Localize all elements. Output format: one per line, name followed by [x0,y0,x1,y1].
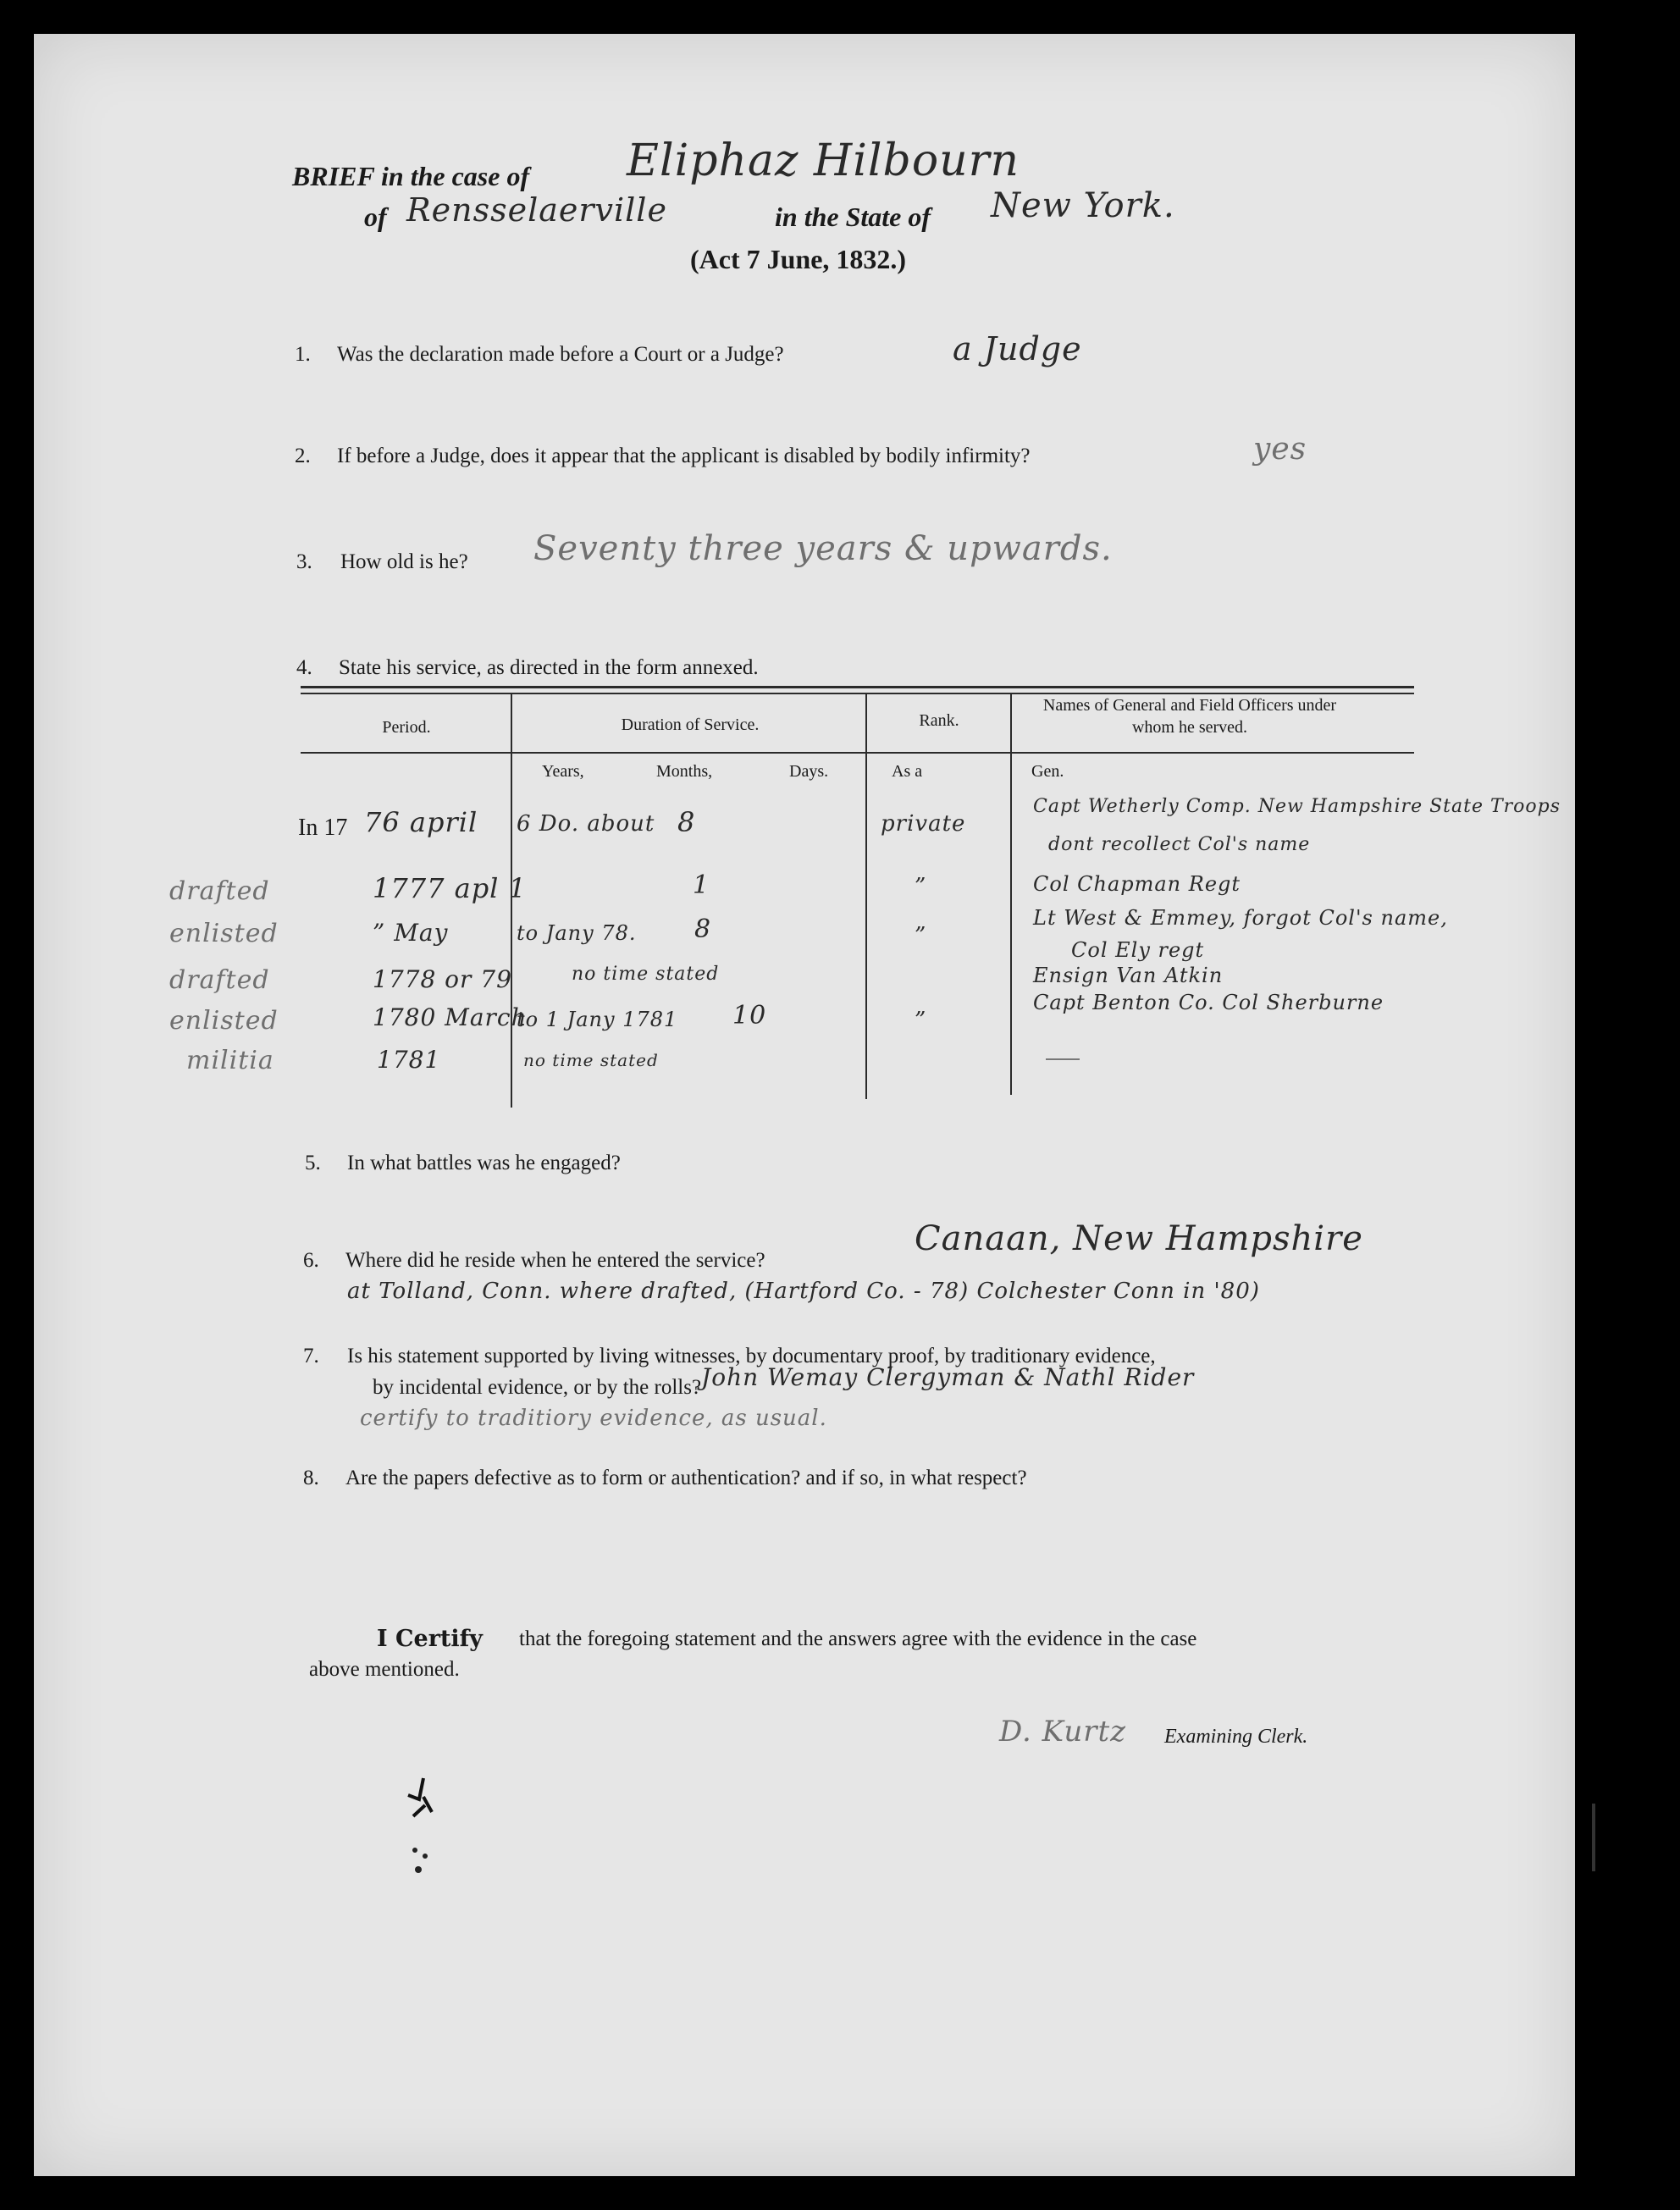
header-officers: Names of General and Field Officers under whom he served. [1042,696,1337,737]
q3-text: How old is he? [340,550,468,573]
examining-clerk-label: Examining Clerk. [1164,1726,1308,1748]
row8-margin: militia [186,1046,274,1075]
q7-answer-continued: certify to traditiory evidence, as usual. [360,1406,827,1431]
row3-margin: drafted [169,876,270,906]
header-rank: Rank. [919,711,959,730]
q5-number: 5. [305,1152,321,1174]
q6-answer-continued: at Tolland, Conn. where drafted, (Hartford Co. - 78) Colchester Conn in '80) [347,1279,1260,1304]
certify-lead: I Certify [377,1626,483,1652]
of-label: of [364,202,387,232]
q7-number: 7. [303,1345,319,1367]
edge-mark [1592,1804,1595,1871]
subheader-months: Months, [656,762,713,781]
residence-place: Rensselaerville [406,191,667,229]
row7-duration: to 1 Jany 1781 [517,1008,678,1031]
row4-period: ” May [373,919,449,947]
row1-duration: 6 Do. about [517,811,655,837]
row8-duration: no time stated [523,1050,659,1070]
q2-answer: yes [1253,432,1307,467]
q6-answer: Canaan, New Hampshire [915,1219,1363,1258]
row4-months: 8 [694,914,712,944]
subheader-days: Days. [789,762,829,781]
row7-months: 10 [732,1001,767,1030]
row1-months: 8 [677,806,696,838]
row1-rank: private [881,811,966,837]
q8-text: Are the papers defective as to form or authentication? and if so, in what respect? [345,1467,1027,1489]
in-state-label: in the State of [775,202,931,232]
in-case-label: in the case of [381,161,530,191]
row2-officers: dont recollect Col's name [1048,834,1311,855]
row1-officers: Capt Wetherly Comp. New Hampshire State Troops [1033,796,1561,817]
q1-number: 1. [295,343,311,366]
applicant-name: Eliphaz Hilbourn [627,135,1020,186]
table-divider-3 [1010,693,1012,1095]
row3-months: 1 [693,870,710,900]
q5-text: In what battles was he engaged? [347,1152,621,1174]
act-date: (Act 7 June, 1832.) [690,244,907,274]
row1-period: 76 april [364,806,478,838]
subheader-gen: Gen. [1031,762,1064,781]
row4-rank: ” [915,923,927,948]
clerk-signature: D. Kurtz [999,1715,1127,1749]
q4-text: State his service, as directed in the form annexed. [339,656,759,679]
q6-number: 6. [303,1249,319,1272]
state-name: New York. [991,186,1175,225]
row4-margin: enlisted [169,919,279,948]
q1-text: Was the declaration made before a Court or a Judge? [337,343,784,366]
row8-officers-dash [1046,1058,1080,1060]
subheader-as-a: As a [892,762,923,781]
q2-number: 2. [295,445,311,467]
q7-answer: John Wemay Clergyman & Nathl Rider [701,1363,1195,1391]
row3-officers: Col Chapman Regt [1033,872,1241,896]
row4-officers: Lt West & Emmey, forgot Col's name, [1033,906,1448,930]
table-header-rule [301,752,1414,754]
certify-text: that the foregoing statement and the answers agree with the evidence in the case [519,1627,1197,1650]
header-duration: Duration of Service. [621,715,760,734]
row6-officers: Ensign Van Atkin [1033,964,1224,987]
q1-answer: a Judge [953,330,1082,367]
row6-period: 1778 or 79 [373,965,512,993]
subheader-years: Years, [542,762,584,781]
row3-rank: ” [915,874,927,899]
row8-period: 1781 [377,1046,441,1074]
q2-text: If before a Judge, does it appear that the applicant is disabled by bodily infirmity? [337,445,1031,467]
row6-duration: no time stated [572,964,720,985]
q3-number: 3. [296,550,312,573]
certify-text-line2: above mentioned. [309,1658,460,1681]
row7-margin: enlisted [169,1006,279,1036]
ink-marks [398,1778,449,1880]
q7-text: Is his statement supported by living witnesses, by documentary proof, by traditionary evidence, [347,1345,1156,1367]
document-page [34,34,1575,2176]
brief-label: BRIEF [292,161,375,191]
row7-officers: Capt Benton Co. Col Sherburne [1033,991,1384,1014]
q3-answer: Seventy three years & upwards. [533,529,1113,568]
q4-number: 4. [296,656,312,679]
q7-text-line2: by incidental evidence, or by the rolls? [373,1376,702,1399]
row7-rank: ” [915,1008,927,1033]
row7-period: 1780 March [373,1003,528,1031]
row5-officers: Col Ely regt [1071,938,1205,962]
header-period: Period. [382,718,431,737]
row6-margin: drafted [169,965,270,995]
row4-duration: to Jany 78. [517,921,637,945]
in-year-prefix: In 17 [298,815,348,841]
table-divider-2 [865,693,867,1099]
row3-period: 1777 apl 1 [373,872,527,904]
q6-text: Where did he reside when he entered the service? [345,1249,765,1272]
q8-number: 8. [303,1467,319,1489]
table-top-rule [301,686,1414,688]
